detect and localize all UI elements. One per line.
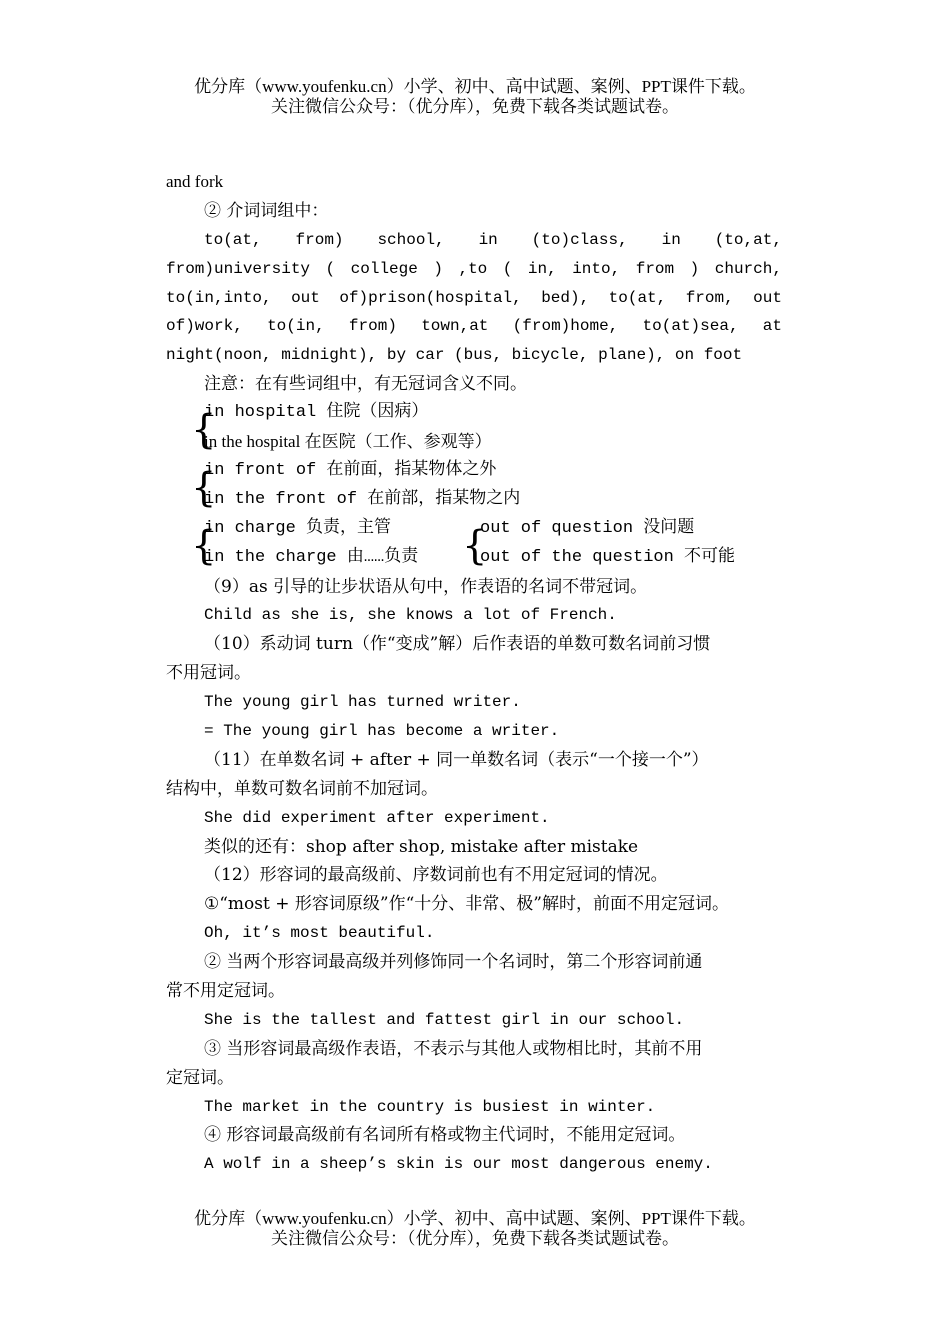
text-line: ② 介词词组中： [204, 200, 329, 221]
word: (to,at, [714, 230, 782, 249]
footer-line-1: 优分库（www.youfenku.cn）小学、初中、高中试题、案例、PPT课件下载。 [194, 1209, 756, 1228]
word: to(at, [204, 230, 262, 249]
text-line: 注意：在有些词组中，有无冠词含义不同。 [204, 374, 527, 395]
brace-icon: { [462, 522, 488, 569]
text-line: （12）形容词的最高级前、序数词前也有不用定冠词的情况。 [204, 865, 668, 886]
word: town,at [421, 317, 489, 336]
word: ( [325, 259, 336, 278]
phrase: in hospital 住院（因病） [204, 403, 429, 423]
text-line: and fork [166, 172, 224, 191]
text-line: A wolf in a sheep’s skin is our most dangerous enemy. [204, 1155, 713, 1174]
page-header [0, 77, 950, 117]
phrase: out of the question 不可能 [480, 547, 736, 567]
text-line: ③ 当形容词最高级作表语，不表示与其他人或物相比时，其前不用 [204, 1038, 703, 1059]
header-line-2: 关注微信公众号：（优分库），免费下载各类试题试卷。 [271, 97, 679, 116]
word: bed), [541, 288, 590, 307]
text-line: ② 当两个形容词最高级并列修饰同一个名词时，第二个形容词前通 [204, 952, 703, 973]
word: in, [527, 259, 557, 278]
text-line: 定冠词。 [166, 1067, 234, 1088]
word: church, [714, 259, 782, 278]
text-line: Child as she is, she knows a lot of French. [204, 606, 617, 625]
document-body [166, 168, 782, 1179]
word: in [661, 230, 681, 249]
word: college [350, 259, 418, 278]
brace-icon: { [191, 464, 217, 511]
word: out [753, 288, 782, 307]
text-line: The market in the country is busiest in winter. [204, 1097, 656, 1116]
word: from, [685, 288, 734, 307]
phrase: out of question 没问题 [480, 518, 695, 538]
word: (from)home, [512, 317, 619, 336]
phrase: in the hospital 在医院（工作、参观等） [204, 432, 492, 452]
text-line: 不用冠词。 [166, 663, 251, 684]
word: at [762, 317, 782, 336]
footer-line-2: 关注微信公众号：（优分库），免费下载各类试题试卷。 [271, 1229, 679, 1248]
text-line: night(noon, midnight), by car (bus, bicycle, plane), on foot [166, 346, 743, 365]
word: from)university [166, 259, 311, 278]
word: to(at, [608, 288, 667, 307]
word: from [635, 259, 675, 278]
text-line: She is the tallest and fattest girl in our school. [204, 1010, 685, 1029]
header-line-1: 优分库（www.youfenku.cn）小学、初中、高中试题、案例、PPT课件下载。 [194, 77, 756, 96]
text-line-justified [166, 312, 782, 341]
word: in [478, 230, 498, 249]
text-line: 类似的还有：shop after shop, mistake after mistake [204, 836, 639, 857]
text-line-justified [166, 284, 782, 313]
text-line-justified [166, 255, 782, 284]
phrase: in charge 负责，主管 [204, 518, 392, 538]
brace-icon: { [191, 407, 217, 454]
phrase-pair-hospital [166, 399, 782, 457]
word: school, [377, 230, 445, 249]
text-line: She did experiment after experiment. [204, 808, 550, 827]
word: of)work, [166, 317, 243, 336]
text-line: The young girl has turned writer. [204, 693, 521, 712]
text-line: ①“most + 形容词原级”作“十分、非常、极”解时，前面不用定冠词。 [204, 894, 729, 915]
phrase-pair-front [166, 457, 782, 515]
word: from) [348, 317, 397, 336]
word: from) [295, 230, 344, 249]
brace-icon: { [191, 522, 217, 569]
text-line-justified [166, 226, 782, 255]
phrase: in the front of 在前部，指某物之内 [204, 489, 521, 509]
text-line: （9）as 引导的让步状语从句中，作表语的名词不带冠词。 [204, 576, 648, 597]
text-line: （10）系动词 turn（作“变成”解）后作表语的单数可数名词前习惯 [204, 634, 711, 655]
text-line: ④ 形容词最高级前有名词所有格或物主代词时，不能用定冠词。 [204, 1125, 686, 1146]
word: to(at)sea, [642, 317, 739, 336]
text-line: 结构中，单数可数名词前不加冠词。 [166, 778, 438, 799]
word: ) [433, 259, 443, 278]
word: out [291, 288, 320, 307]
phrase-pair-charge-question [166, 515, 782, 573]
word: of)prison(hospital, [339, 288, 522, 307]
word: ,to [458, 259, 488, 278]
page-footer [0, 1209, 950, 1249]
word: ) [689, 259, 700, 278]
word: ( [502, 259, 513, 278]
word: to(in,into, [166, 288, 272, 307]
text-line: Oh, it’s most beautiful. [204, 924, 435, 943]
phrase: in the charge 由……负责 [204, 547, 419, 567]
text-line: （11）在单数名词 + after + 同一单数名词（表示“一个接一个”） [204, 749, 709, 770]
phrase: in front of 在前面，指某物体之外 [204, 460, 497, 480]
word: (to)class, [531, 230, 628, 249]
text-line: 常不用定冠词。 [166, 980, 285, 1001]
word: into, [572, 259, 621, 278]
text-line: = The young girl has become a writer. [204, 721, 560, 740]
word: to(in, [267, 317, 325, 336]
